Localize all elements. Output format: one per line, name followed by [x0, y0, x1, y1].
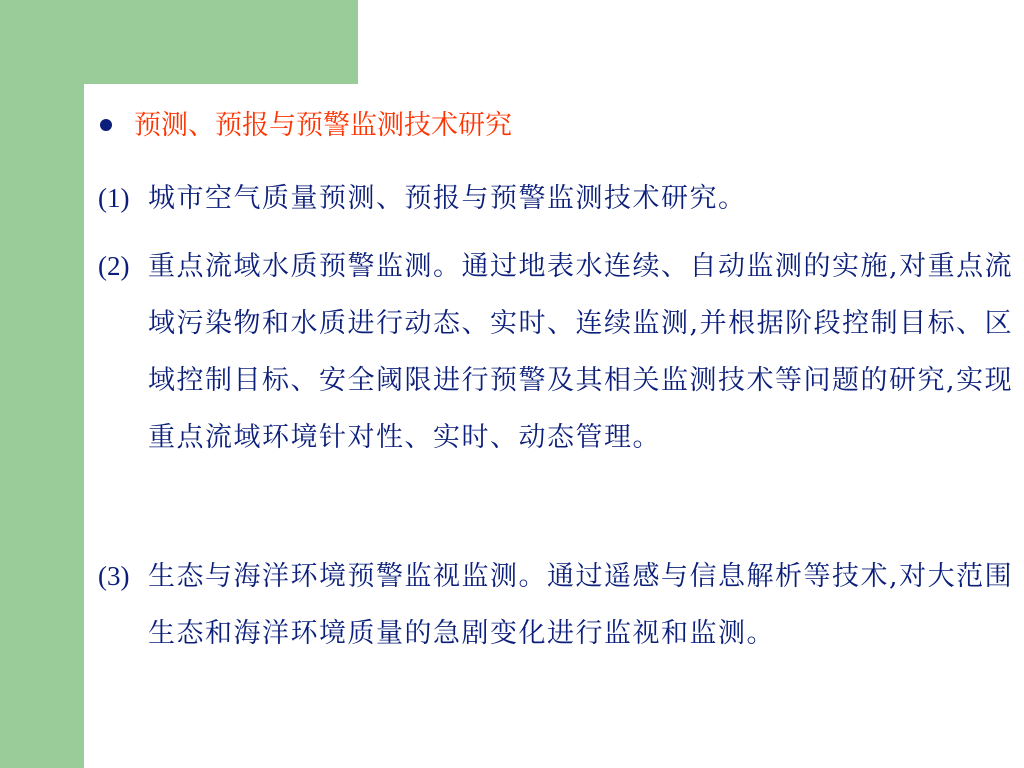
list-item-2 — [98, 238, 1024, 466]
decorative-green-band-left — [0, 0, 84, 768]
item-number: (3) — [98, 561, 130, 591]
list-item-3 — [98, 548, 1024, 662]
slide-content — [84, 84, 1024, 768]
item-text: 生态与海洋环境预警监视监测。通过遥感与信息解析等技术,对大范围生态和海洋环境质量的急剧变化进行监视和监测。 — [148, 561, 1014, 649]
item-number: (2) — [98, 251, 130, 281]
item-text: 城市空气质量预测、预报与预警监测技术研究。 — [148, 183, 747, 214]
heading-text: 预测、预报与预警监测技术研究 — [134, 110, 512, 141]
bullet-dot-icon — [100, 119, 112, 131]
item-number: (1) — [98, 183, 130, 213]
item-text: 重点流域水质预警监测。通过地表水连续、自动监测的实施,对重点流域污染物和水质进行动态、实时、连续监测,并根据阶段控制目标、区域控制目标、安全阈限进行预警及其相关监测技术等问题的研究,实现重点流域环境针对性、实时、动态管理。 — [148, 251, 1014, 453]
list-item-1 — [98, 170, 1024, 227]
slide-heading — [100, 108, 512, 144]
decorative-green-band-top — [84, 0, 358, 84]
